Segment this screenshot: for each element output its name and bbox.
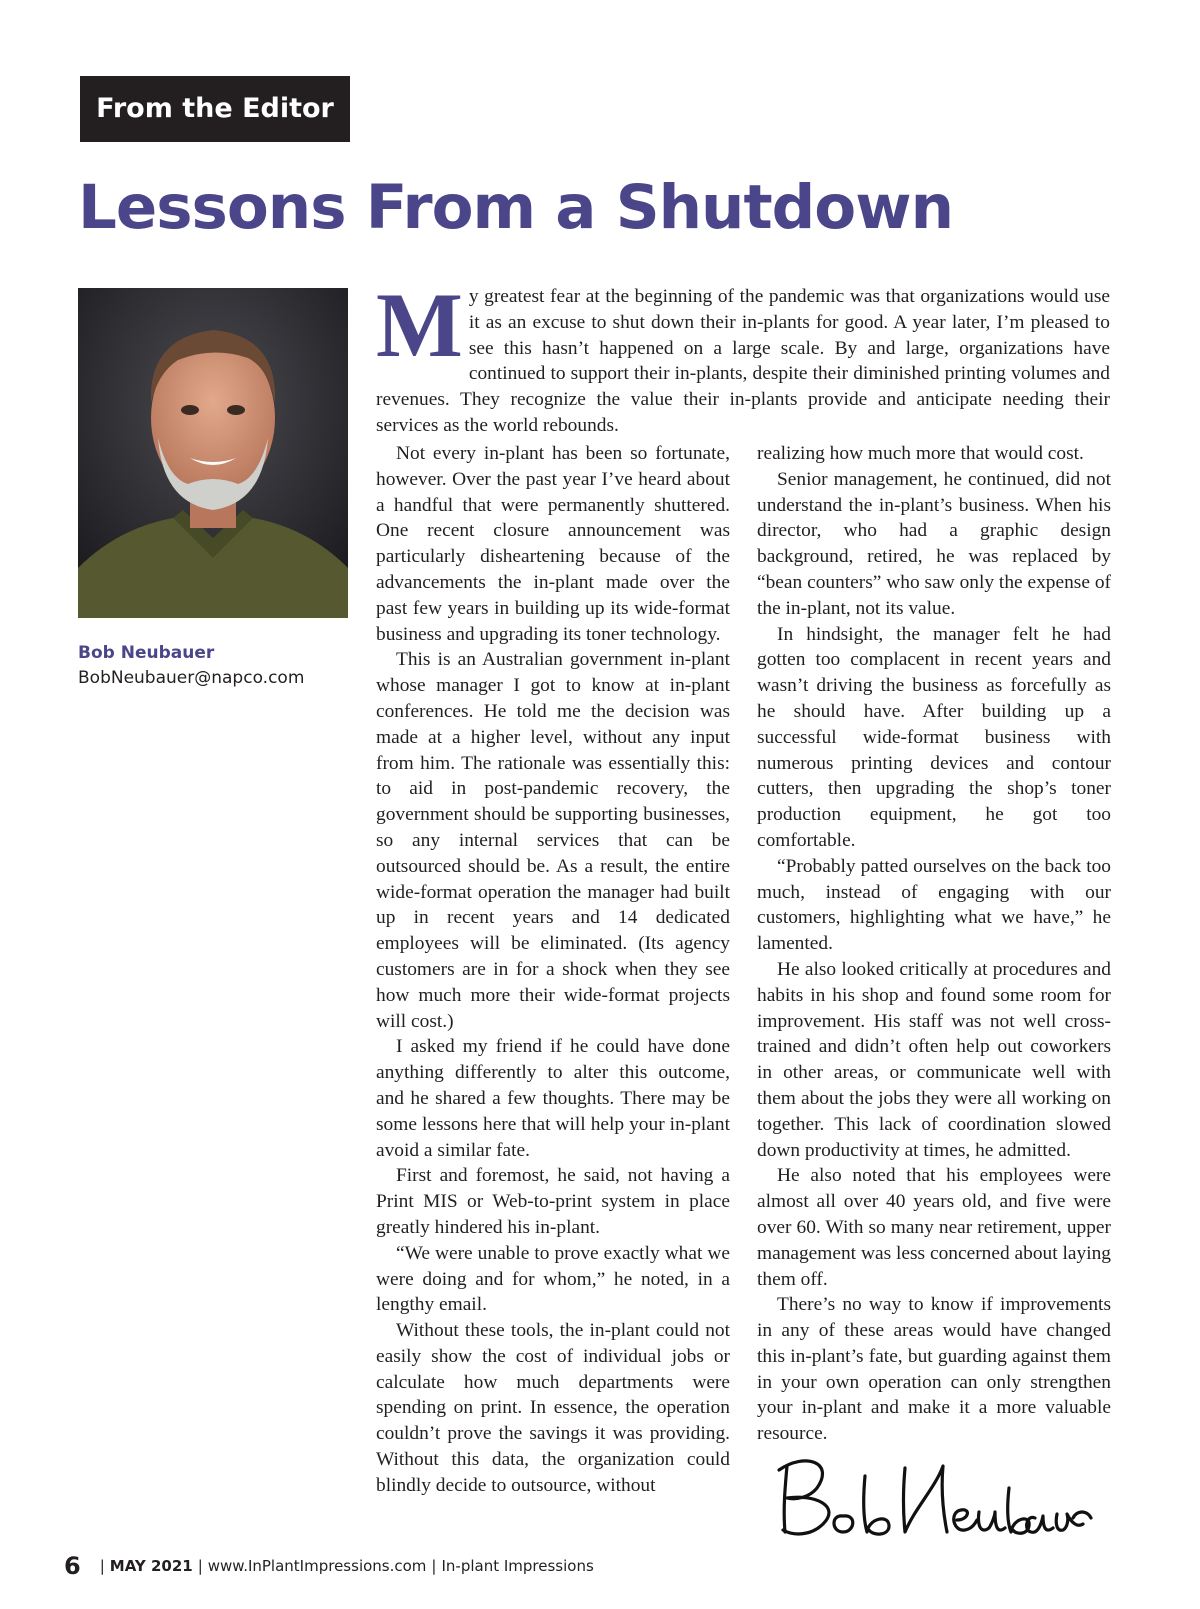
paragraph: He also noted that his employees were almost all over 40 years old, and five were over 60. With so many near retirement, upper management was less concerned about laying them off.: [757, 1165, 1111, 1290]
paragraph: Not every in-plant has been so fortunate, however. Over the past year I’ve heard about a handful that were permanently shuttered. One recent closure announcement was particularly disheartening because of the advancements the in-plant made over the past few years in building up its wide-format business and upgrading its toner technology.: [376, 443, 730, 645]
intro-paragraph: [376, 274, 1110, 439]
paragraph: Senior management, he continued, did not understand the in-plant’s business. When his director, who had a graphic design background, retired, he was replaced by “bean counters” who saw only the expense of the in-plant, not its value.: [757, 468, 1111, 619]
paragraph: realizing how much more that would cost.: [757, 443, 1084, 464]
paragraph: There’s no way to know if improvements in any of these areas would have changed this in-plant’s fate, but guarding against them in your own operation can only strengthen your in-plant and make it a more valuable resource.: [757, 1294, 1111, 1445]
publication-name: In-plant Impressions: [441, 1557, 594, 1575]
page-number: 6: [64, 1552, 81, 1580]
section-tag: From the Editor: [80, 76, 350, 142]
paragraph: “Probably patted ourselves on the back too much, instead of engaging with our customers, highlighting what we have,” he lamented.: [757, 855, 1111, 955]
issue-date: MAY 2021: [109, 1557, 193, 1575]
paragraph: In hindsight, the manager felt he had gotten too complacent in recent years and wasn’t driving the business as forcefully as he should have. After building up a successful wide-format business with numerous printing devices and contour cutters, then upgrading the shop’s toner production equipment, he got too comfortable.: [757, 623, 1111, 851]
author-photo: [78, 288, 348, 618]
article-column-2: [757, 441, 1111, 1447]
intro-text: y greatest fear at the beginning of the pandemic was that organizations would use it as an excuse to shut down their in-plants for good. A year later, I’m pleased to see this hasn’t happened on a large scale. By and large, organizations have continued to support their in-plants, despite their diminished printing volumes and revenues. They recognize the value their in-plants provide and anticipate needing their services as the world rebounds.: [376, 286, 1110, 436]
paragraph: I asked my friend if he could have done anything differently to alter this outcome, and he shared a few thoughts. There may be some lessons here that will help your in-plant avoid a similar fate.: [376, 1036, 730, 1161]
paragraph: “We were unable to prove exactly what we were doing and for whom,” he noted, in a lengthy email.: [376, 1242, 730, 1316]
footer-separator: |: [99, 1557, 105, 1575]
paragraph: He also looked critically at procedures and habits in his shop and found some room for improvement. His staff was not well cross-trained and didn’t often help out coworkers in other areas, or communicate well with them about the jobs they were all working on together. This lack of coordination slowed down productivity at times, he admitted.: [757, 958, 1111, 1161]
footer-separator: |: [197, 1557, 203, 1575]
author-email[interactable]: BobNeubauer@napco.com: [78, 668, 305, 688]
footer-separator: |: [431, 1557, 437, 1575]
paragraph: Without these tools, the in-plant could not easily show the cost of individual jobs or calculate how much departments were spending on print. In essence, the operation couldn’t prove the savings it was providing. Without this data, the organization could blindly decide to outsource, without: [376, 1320, 730, 1496]
website-link[interactable]: www.InPlantImpressions.com: [207, 1557, 427, 1575]
drop-cap: M: [376, 274, 463, 376]
author-signature: [765, 1448, 1095, 1543]
author-name: Bob Neubauer: [78, 643, 215, 663]
article-column-1: [376, 441, 730, 1499]
paragraph: First and foremost, he said, not having a Print MIS or Web-to-print system in place greatly hindered his in-plant.: [376, 1165, 730, 1238]
page-title: Lessons From a Shutdown: [78, 172, 953, 243]
paragraph: This is an Australian government in-plant whose manager I got to know at in-plant conferences. He told me the decision was made at a higher level, without any input from him. The rationale was essentially this: to aid in post-pandemic recovery, the government should be supporting businesses, so any internal services that can be outsourced should be. As a result, the entire wide-format operation the manager had built up in recent years and 14 dedicated employees will be eliminated. (Its agency customers are in for a shock when they see how much more their wide-format projects will cost.): [376, 649, 730, 1032]
page-footer: [64, 1552, 594, 1580]
